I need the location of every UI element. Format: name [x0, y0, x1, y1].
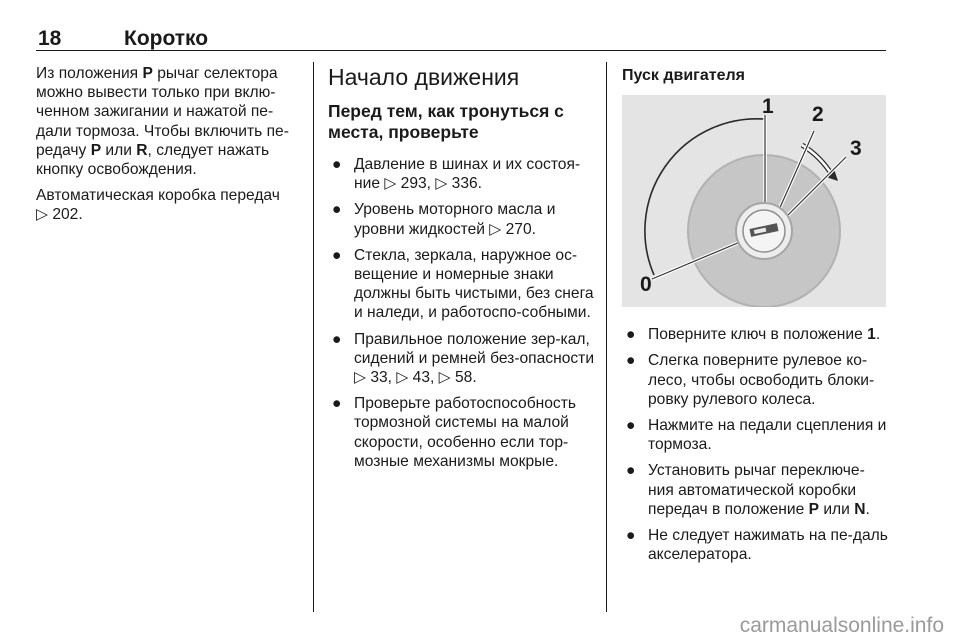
- list-item: ● Нажмите на педали сцепления и тормоза.: [626, 417, 887, 454]
- ignition-switch-figure: [622, 95, 886, 307]
- position-0-label: 0: [640, 273, 652, 297]
- position-3-label: 3: [850, 137, 862, 161]
- bullet-icon: ●: [332, 201, 342, 219]
- bullet-icon: ●: [332, 156, 342, 173]
- bullet-icon: ●: [332, 330, 342, 348]
- bullet-icon: ●: [332, 395, 342, 413]
- bullet-icon: ●: [626, 326, 636, 344]
- column-divider-left: [313, 62, 314, 612]
- engine-start-steps: [622, 325, 890, 564]
- bullet-icon: ●: [332, 246, 342, 264]
- page-number: 18: [38, 27, 62, 50]
- page-reference-link[interactable]: ▷ 202.: [36, 206, 83, 224]
- bullet-icon: ●: [626, 352, 636, 370]
- list-item: ● Давление в шинах и их состоя-ние ▷ 293, ▷ 336.: [332, 156, 581, 193]
- ignition-switch-diagram: [622, 95, 886, 307]
- list-item: ● Стекла, зеркала, наружное ос-вещение и номерные знаки должны быть чистыми, без снега и наледи, и работоспо-собными.: [332, 246, 594, 322]
- section-title: Коротко: [124, 27, 209, 50]
- bullet-icon: ●: [626, 417, 636, 435]
- list-item: ● Проверьте работоспособность тормозной системы на малой скорости, особенно если тор-мозные механизмы мокрые.: [332, 395, 576, 470]
- watermark: carmanualsonline.info: [739, 614, 944, 637]
- page-header: [36, 24, 886, 51]
- bullet-icon: ●: [626, 462, 636, 480]
- subheading-before-driving: Перед тем, как тронуться с места, проверьте: [328, 101, 564, 142]
- position-1-label: 1: [762, 95, 774, 119]
- list-item: ● Слегка поверните рулевое ко-лесо, чтобы освободить блоки-ровку рулевого колеса.: [626, 352, 875, 408]
- position-2-label: 2: [812, 103, 824, 127]
- list-item: ● Поверните ключ в положение 1.: [626, 326, 881, 344]
- heading-engine-start: Пуск двигателя: [622, 67, 745, 84]
- column-right: [622, 64, 890, 571]
- bullet-icon: ●: [626, 527, 636, 545]
- column-divider-right: [606, 62, 607, 612]
- column-middle: [328, 64, 596, 478]
- paragraph-selector-lever: Из положения P рычаг селектора можно вывести только при вклю-ченном зажигании и нажатой пе-дали тормоза. Чтобы включить пе-редачу P или R, следует нажать кнопку освобождения.: [36, 65, 289, 179]
- column-left: [36, 64, 300, 232]
- checklist: [328, 155, 596, 471]
- heading-start-driving: Начало движения: [328, 64, 520, 90]
- list-item: ● Правильное положение зер-кал, сидений и ремней без-опасности ▷ 33, ▷ 43, ▷ 58.: [332, 330, 595, 387]
- list-item: ● Уровень моторного масла и уровни жидкостей ▷ 270.: [332, 201, 556, 238]
- list-item: ● Не следует нажимать на пе-даль акселератора.: [626, 527, 888, 564]
- paragraph-automatic-gearbox: Автоматическая коробка передач ▷ 202.: [36, 187, 280, 224]
- list-item: ● Установить рычаг переключе-ния автоматической коробки передач в положение P или N.: [626, 462, 870, 518]
